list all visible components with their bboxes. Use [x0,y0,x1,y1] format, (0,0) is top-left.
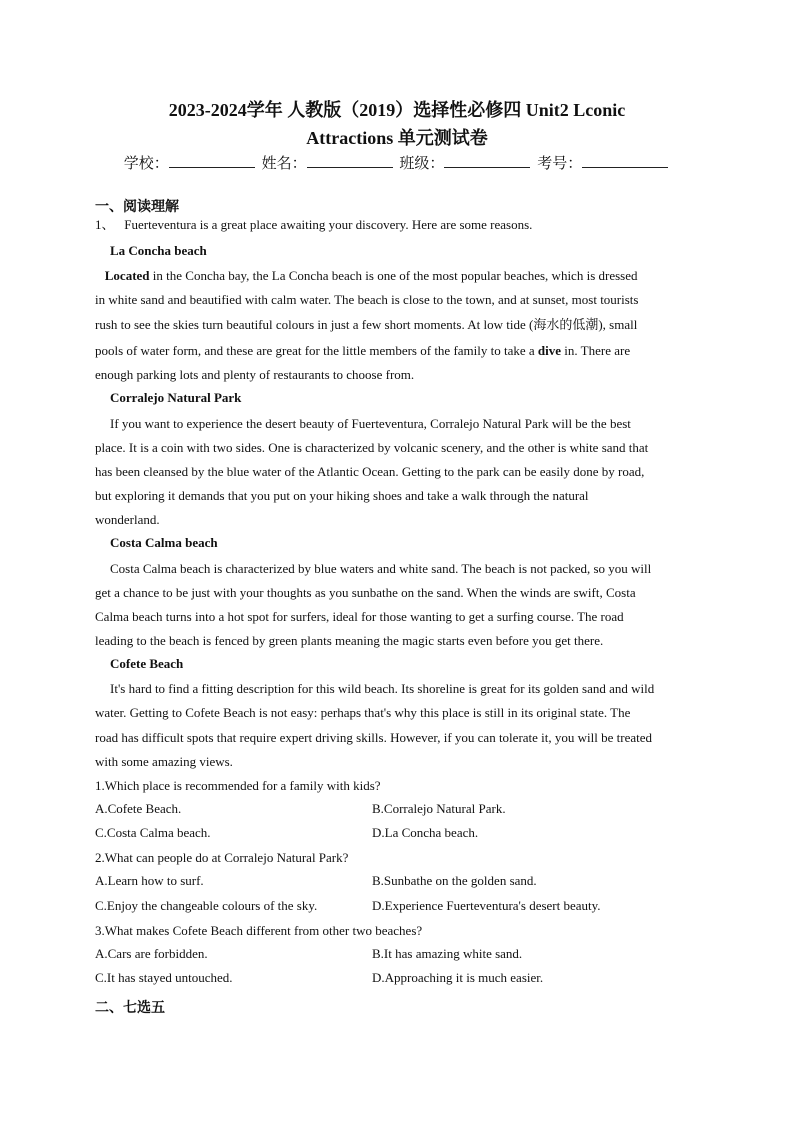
paragraph-line: road has difficult spots that require expert driving skills. However, if you can tolerate it, you will be treated [95,730,653,745]
school-label: 学校： [123,154,169,172]
paragraph-line: with some amazing views. [95,754,233,769]
answer-option[interactable]: A.Cars are forbidden. [95,946,208,961]
exam-number-blank[interactable] [582,153,668,168]
paragraph-line: It's hard to find a fitting description for this wild beach. Its shoreline is great for its golden sand and wild [110,681,655,696]
answer-option[interactable]: B.Sunbathe on the golden sand. [372,873,537,888]
exam-title-line1: 2023-2024学年 人教版（2019）选择性必修四 Unit2 Lconic [168,100,626,120]
paragraph-line [95,342,700,360]
bold-word: Located [104,268,150,283]
place-heading-cofete: Cofete Beach [110,656,184,671]
answer-option[interactable]: B.Corralejo Natural Park. [372,801,506,816]
paragraph-line: in white sand and beautified with calm water. The beach is close to the town, and at sunset, most tourists [95,292,639,307]
answer-option[interactable]: C.Enjoy the changeable colours of the sky. [95,898,318,913]
line-text: pools of water form, and these are great for the little members of the family to take a [95,343,535,358]
paragraph-line: but exploring it demands that you put on your hiking shoes and take a walk through the natural [95,488,589,503]
answer-option[interactable]: B.It has amazing white sand. [372,946,523,961]
answer-option[interactable]: D.La Concha beach. [372,825,479,840]
paragraph-line: enough parking lots and plenty of restaurants to choose from. [95,367,415,382]
place-heading-la-concha: La Concha beach [110,243,207,258]
question-stem: 3.What makes Cofete Beach different from other two beaches? [95,923,423,938]
answer-option[interactable]: C.Costa Calma beach. [95,825,211,840]
answer-option[interactable]: D.Approaching it is much easier. [372,970,544,985]
exam-title-line2: Attractions 单元测试卷 [306,128,488,148]
answer-option[interactable]: A.Cofete Beach. [95,801,182,816]
paragraph-line [95,267,700,285]
name-blank[interactable] [307,153,393,168]
paragraph-line: Calma beach turns into a hot spot for surfers, ideal for those wanting to get a surfing course. The road [95,609,624,624]
question-number: 1、 [95,217,115,232]
question-stem: 1.Which place is recommended for a family with kids? [95,778,381,793]
paragraph-line: water. Getting to Cofete Beach is not easy: perhaps that's why this place is still in its original state. The [95,705,631,720]
paragraph-line: get a chance to be just with your thoughts as you sunbathe on the sand. When the winds are swift, Costa [95,585,636,600]
name-label: 姓名： [261,154,307,172]
paragraph-line: Costa Calma beach is characterized by blue waters and white sand. The beach is not packed, so you will [110,561,652,576]
answer-option[interactable]: D.Experience Fuerteventura's desert beauty. [372,898,601,913]
paragraph-line: leading to the beach is fenced by green plants meaning the magic starts even before you get there. [95,633,604,648]
paragraph-line: place. It is a coin with two sides. One is characterized by volcanic scenery, and the other is white sand that [95,440,649,455]
place-heading-corralejo: Corralejo Natural Park [110,390,242,405]
class-label: 班级： [399,154,445,172]
paragraph-line: If you want to experience the desert beauty of Fuerteventura, Corralejo Natural Park will be the best [110,416,631,431]
paragraph-line: wonderland. [95,512,160,527]
school-blank[interactable] [169,153,255,168]
class-blank[interactable] [444,153,530,168]
student-info-row [0,152,794,174]
section2-heading: 二、七选五 [95,1000,165,1016]
exam-number-label: 考号： [537,154,583,172]
question-intro [95,216,700,234]
answer-option[interactable]: C.It has stayed untouched. [95,970,233,985]
question-stem: 2.What can people do at Corralejo Natural Park? [95,850,349,865]
intro-text: Fuerteventura is a great place awaiting your discovery. Here are some reasons. [124,217,533,232]
bold-word: dive [537,343,562,358]
line-text: in. There are [561,343,631,358]
paragraph-line: rush to see the skies turn beautiful colours in just a few short moments. At low tide (海水的低潮), small [95,317,638,332]
answer-option[interactable]: A.Learn how to surf. [95,873,204,888]
place-heading-costa-calma: Costa Calma beach [110,535,218,550]
line-text: in the Concha bay, the La Concha beach is one of the most popular beaches, which is dressed [152,268,638,283]
section1-heading: 一、阅读理解 [95,199,179,215]
paragraph-line: has been cleansed by the blue water of the Atlantic Ocean. Getting to the park can be easily done by road, [95,464,645,479]
